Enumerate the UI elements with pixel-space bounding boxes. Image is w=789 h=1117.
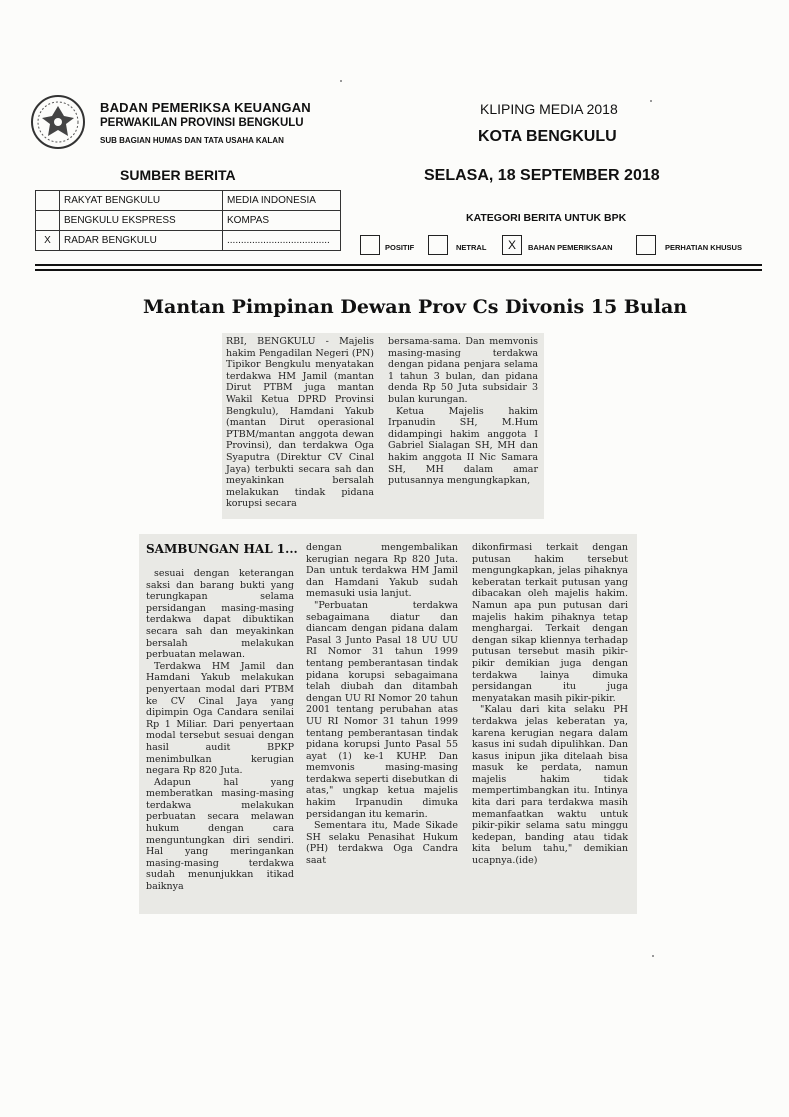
source-table bbox=[35, 190, 341, 251]
paragraph: "Kalau dari kita selaku PH terdakwa jelas keberatan ya, karena kerugian negara dalam kasus ini sudah dipulihkan. Dan kasus inipun jika ditelaah bisa masuk ke perdata, namun majelis hakim tidak mempertimbangkan itu. Intinya kita dari para terdakwa masih memanfaatkan waktu untuk pikir-pikir selama satu minggu kedepan, banding atau tidak kita belum tahu," demikian ucapnya.(ide) bbox=[472, 704, 628, 867]
category-label: NETRAL bbox=[456, 243, 487, 252]
divider bbox=[35, 269, 762, 271]
article-column bbox=[306, 542, 458, 867]
paragraph: Sementara itu, Made Sikade SH selaku Penasihat Hukum (PH) terdakwa Oga Candra saat bbox=[306, 820, 458, 867]
org-name: BADAN PEMERIKSA KEUANGAN bbox=[100, 100, 311, 115]
source-name: RAKYAT BENGKULU bbox=[60, 191, 223, 211]
paragraph: dikonfirmasi terkait dengan putusan hakim tersebut mengungkapkan, jelas pihaknya keberatan terkait putusan yang dibacakan oleh majelis hakim. Namun apa pun putusan dari majelis hakim pihaknya tetap menghargai. Terkait dengan dengan sikap kliennya terhadap putusan tersebut masih pikir-pikir demikian juga dengan terdakwa lainya dimuka persidangan itu juga menyatakan masih pikir-pikir. bbox=[472, 542, 628, 704]
category-checkbox-positif bbox=[360, 235, 380, 255]
source-row bbox=[36, 191, 341, 211]
paragraph: dengan mengembalikan kerugian negara Rp 820 Juta. Dan untuk terdakwa HM Jamil dan Hamdani Yakub sudah memasuki usia lanjut. bbox=[306, 542, 458, 600]
category-label: PERHATIAN KHUSUS bbox=[665, 243, 742, 252]
paragraph: Adapun hal yang memberatkan masing-masing terdakwa melakukan perbuatan secara melawan hukum dengan cara menguntungkan diri sendiri. Hal yang meringankan masing-masing terdakwa sudah menunjukkan itikad baiknya bbox=[146, 776, 294, 893]
article-column bbox=[388, 336, 538, 487]
source-name-alt: ..................................... bbox=[223, 231, 341, 251]
source-row bbox=[36, 211, 341, 231]
source-name-alt: MEDIA INDONESIA bbox=[223, 191, 341, 211]
paragraph: bersama-sama. Dan memvonis masing-masing terdakwa dengan pidana penjara selama 1 tahun 3 bulan, dan pidana denda Rp 50 Juta subsidair 3 bulan kurungan. bbox=[388, 336, 538, 405]
source-name: RADAR BENGKULU bbox=[60, 231, 223, 251]
source-title: SUMBER BERITA bbox=[120, 167, 236, 183]
paragraph: "Perbuatan terdakwa sebagaimana diatur dan diancam dengan pidana dalam Pasal 3 Junto Pasal 18 UU UU RI Nomor 31 tahun 1999 tentang pemberantasan tindak pidana korupsi sebagaimana telah diubah dan ditambah dengan UU RI Nomor 20 tahun 2001 tentang perubahan atas UU RI Nomor 31 tahun 1999 tentang pemberantasan tindak pidana korupsi Junto Pasal 55 ayat (1) ke-1 KUHP. Dan memvonis masing-masing terdakwa seperti disebutkan di atas," ungkap ketua majelis hakim Irpanudin dimuka persidangan itu kemarin. bbox=[306, 599, 458, 820]
paragraph: RBI, BENGKULU - Majelis hakim Pengadilan Negeri (PN) Tipikor Bengkulu menyatakan terdakwa HM Jamil (mantan Dirut PTBM juga mantan Wakil Ketua DPRD Provinsi Bengkulu), Hamdani Yakub (mantan Dirut operasional PTBM/mantan anggota dewan Provinsi), dan terdakwa Oga Syaputra (Direktur CV Cinal Jaya) terbukti secara sah dan meyakinkan bersalah melakukan tindak pidana korupsi secara bbox=[226, 336, 374, 510]
city-title: KOTA BENGKULU bbox=[478, 128, 617, 145]
source-name: BENGKULU EKSPRESS bbox=[60, 211, 223, 231]
category-checkbox-bahan: X bbox=[502, 235, 522, 255]
source-check bbox=[36, 191, 60, 211]
category-checkbox-khusus bbox=[636, 235, 656, 255]
scan-speck bbox=[652, 955, 654, 957]
scan-speck bbox=[650, 100, 652, 102]
kliping-title: KLIPING MEDIA 2018 bbox=[480, 101, 618, 117]
paragraph: Terdakwa HM Jamil dan Hamdani Yakub melakukan penyertaan modal dari PTBM ke CV Cinal Jaya yang dipimpin Oga Candara senilai Rp 1 Miliar. Dari penyertaan modal tersebut sesuai dengan hasil audit BPKP menimbulkan kerugian negara Rp 820 Juta. bbox=[146, 660, 294, 777]
date: SELASA, 18 SEPTEMBER 2018 bbox=[424, 167, 660, 184]
source-row bbox=[36, 231, 341, 251]
article-column bbox=[146, 568, 294, 893]
source-check: X bbox=[36, 231, 60, 251]
continuation-heading: SAMBUNGAN HAL 1... bbox=[146, 542, 298, 556]
source-check bbox=[36, 211, 60, 231]
bpk-emblem-icon bbox=[30, 94, 86, 150]
org-unit: SUB BAGIAN HUMAS DAN TATA USAHA KALAN bbox=[100, 136, 284, 145]
category-label: POSITIF bbox=[385, 243, 415, 252]
paragraph: sesuai dengan keterangan saksi dan barang bukti yang terungkapan selama persidangan masing-masing terdakwa dapat dibuktikan secara sah dan meyakinkan bersalah melakukan perbuatan melawan. bbox=[146, 568, 294, 661]
category-title: KATEGORI BERITA UNTUK BPK bbox=[466, 212, 627, 224]
org-branch: PERWAKILAN PROVINSI BENGKULU bbox=[100, 117, 304, 129]
category-checkbox-netral bbox=[428, 235, 448, 255]
article-column bbox=[472, 542, 628, 867]
category-label: BAHAN PEMERIKSAAN bbox=[528, 243, 613, 252]
article-column bbox=[226, 336, 374, 510]
divider bbox=[35, 264, 762, 266]
source-name-alt: KOMPAS bbox=[223, 211, 341, 231]
scan-speck bbox=[340, 80, 342, 82]
paragraph: Ketua Majelis hakim Irpanudin SH, M.Hum didampingi hakim anggota I Gabriel Sialagan SH, MH dan hakim anggota II Nic Samara SH, MH dalam amar putusannya mengungkapkan, bbox=[388, 405, 538, 487]
article-headline: Mantan Pimpinan Dewan Prov Cs Divonis 15 Bulan bbox=[143, 296, 688, 318]
